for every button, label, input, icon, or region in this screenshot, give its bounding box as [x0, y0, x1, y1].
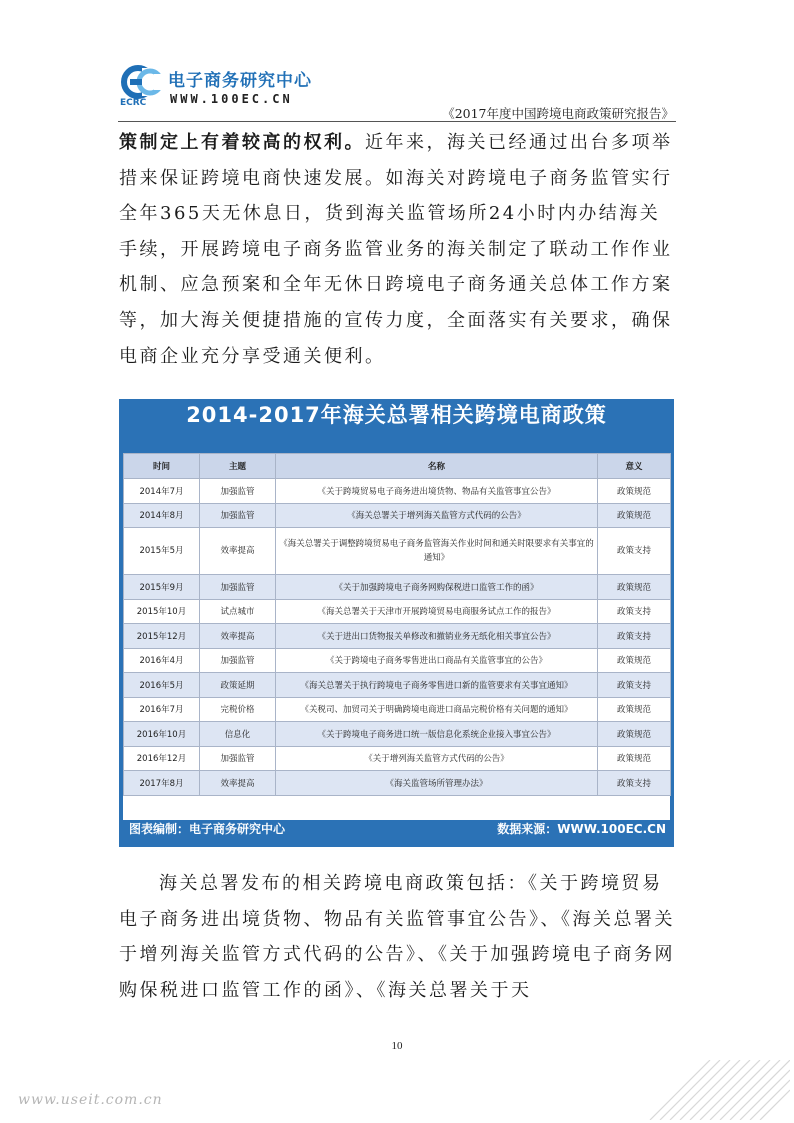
cell-time: 2014年8月: [124, 503, 200, 528]
paragraph-intro: [119, 125, 679, 374]
cell-time: 2015年5月: [124, 528, 200, 575]
cell-theme: 信息化: [200, 722, 276, 747]
table-row: [124, 746, 671, 771]
cell-significance: 政策支持: [598, 673, 671, 698]
table-row: [124, 771, 671, 796]
policy-table-container: [123, 453, 670, 820]
cell-theme: 效率提高: [200, 624, 276, 649]
cell-time: 2014年7月: [124, 479, 200, 504]
cell-name: 《关于进出口货物报关单修改和撤销业务无纸化相关事宜公告》: [276, 624, 598, 649]
table-row: [124, 648, 671, 673]
column-header-time: 时间: [124, 454, 200, 479]
cell-name: 《关于加强跨境电子商务网购保税进口监管工作的函》: [276, 575, 598, 600]
column-header-significance: 意义: [598, 454, 671, 479]
cell-significance: 政策规范: [598, 746, 671, 771]
paragraph-intro-text: 近年来，海关已经通过出台多项举措来保证跨境电商快速发展。如海关对跨境电子商务监管实行全年365天无休息日，货到海关监管场所24小时内办结海关手续，开展跨境电子商务监管业务的海关制定了联动工作作业机制、应急预案和全年无休日跨境电子商务通关总体工作方案等，加大海关便捷措施的宣传力度，全面落实有关要求，确保电商企业充分享受通关便利。: [119, 132, 673, 367]
cell-name: 《海关总署关于调整跨境贸易电子商务监管海关作业时间和通关时限要求有关事宜的通知》: [276, 528, 598, 575]
table-row: [124, 673, 671, 698]
cell-theme: 完税价格: [200, 697, 276, 722]
cell-time: 2015年9月: [124, 575, 200, 600]
cell-significance: 政策规范: [598, 575, 671, 600]
paragraph-intro-bold: 策制定上有着较高的权利。: [119, 132, 365, 153]
cell-significance: 政策支持: [598, 599, 671, 624]
cell-name: 《海关总署关于天津市开展跨境贸易电商服务试点工作的报告》: [276, 599, 598, 624]
paragraph-policies: 海关总署发布的相关跨境电商政策包括：《关于跨境贸易电子商务进出境货物、物品有关监管事宜公告》、《海关总署关于增列海关监管方式代码的公告》、《关于加强跨境电子商务网购保税进口监管工作的函》、《海关总署关于天: [119, 873, 675, 1001]
cell-theme: 效率提高: [200, 771, 276, 796]
figure-source: 数据来源：WWW.100EC.CN: [497, 822, 666, 836]
cell-name: 《海关监管场所管理办法》: [276, 771, 598, 796]
cell-name: 《关于跨境贸易电子商务进出境货物、物品有关监管事宜公告》: [276, 479, 598, 504]
cell-theme: 效率提高: [200, 528, 276, 575]
decorative-stripes: [590, 1060, 790, 1120]
cell-theme: 加强监管: [200, 479, 276, 504]
cell-theme: 加强监管: [200, 503, 276, 528]
cell-name: 《关于跨境电子商务零售进出口商品有关监管事宜的公告》: [276, 648, 598, 673]
table-row: [124, 599, 671, 624]
cell-significance: 政策规范: [598, 697, 671, 722]
table-row: [124, 697, 671, 722]
cell-theme: 政策延期: [200, 673, 276, 698]
cell-time: 2016年12月: [124, 746, 200, 771]
cell-time: 2016年10月: [124, 722, 200, 747]
column-header-theme: 主题: [200, 454, 276, 479]
column-header-name: 名称: [276, 454, 598, 479]
logo: [120, 64, 320, 114]
report-title: 《2017年度中国跨境电商政策研究报告》: [442, 106, 674, 121]
cell-theme: 试点城市: [200, 599, 276, 624]
cell-name: 《海关总署关于执行跨境电子商务零售进口新的监管要求有关事宜通知》: [276, 673, 598, 698]
cell-name: 《关于跨境电子商务进口统一版信息化系统企业接入事宜公告》: [276, 722, 598, 747]
logo-name: 电子商务研究中心: [168, 71, 312, 91]
cell-theme: 加强监管: [200, 746, 276, 771]
policy-table: [123, 453, 671, 796]
watermark: www.useit.com.cn: [18, 1092, 163, 1108]
cell-time: 2015年12月: [124, 624, 200, 649]
cell-time: 2016年5月: [124, 673, 200, 698]
cell-significance: 政策规范: [598, 722, 671, 747]
page-number: 10: [391, 1040, 403, 1052]
cell-name: 《关于增列海关监管方式代码的公告》: [276, 746, 598, 771]
cell-significance: 政策规范: [598, 479, 671, 504]
cell-theme: 加强监管: [200, 575, 276, 600]
cell-significance: 政策规范: [598, 648, 671, 673]
logo-url: WWW.100EC.CN: [170, 92, 293, 106]
table-header-row: [124, 454, 671, 479]
figure-footer: [119, 820, 674, 847]
table-row: [124, 479, 671, 504]
cell-time: 2016年7月: [124, 697, 200, 722]
cell-time: 2017年8月: [124, 771, 200, 796]
logo-abbreviation: ECRC: [120, 98, 147, 108]
table-row: [124, 503, 671, 528]
figure-credit: 图表编制：电子商务研究中心: [129, 822, 286, 836]
table-row: [124, 528, 671, 575]
cell-name: 《关税司、加贸司关于明确跨境电商进口商品完税价格有关问题的通知》: [276, 697, 598, 722]
cell-significance: 政策支持: [598, 771, 671, 796]
policy-figure: [119, 399, 674, 847]
cell-significance: 政策规范: [598, 503, 671, 528]
table-row: [124, 624, 671, 649]
cell-theme: 加强监管: [200, 648, 276, 673]
cell-significance: 政策支持: [598, 528, 671, 575]
cell-time: 2015年10月: [124, 599, 200, 624]
table-row: [124, 575, 671, 600]
table-row: [124, 722, 671, 747]
cell-time: 2016年4月: [124, 648, 200, 673]
cell-name: 《海关总署关于增列海关监管方式代码的公告》: [276, 503, 598, 528]
header-divider: [118, 121, 676, 122]
cell-significance: 政策支持: [598, 624, 671, 649]
figure-title: 2014-2017年海关总署相关跨境电商政策: [186, 403, 607, 427]
